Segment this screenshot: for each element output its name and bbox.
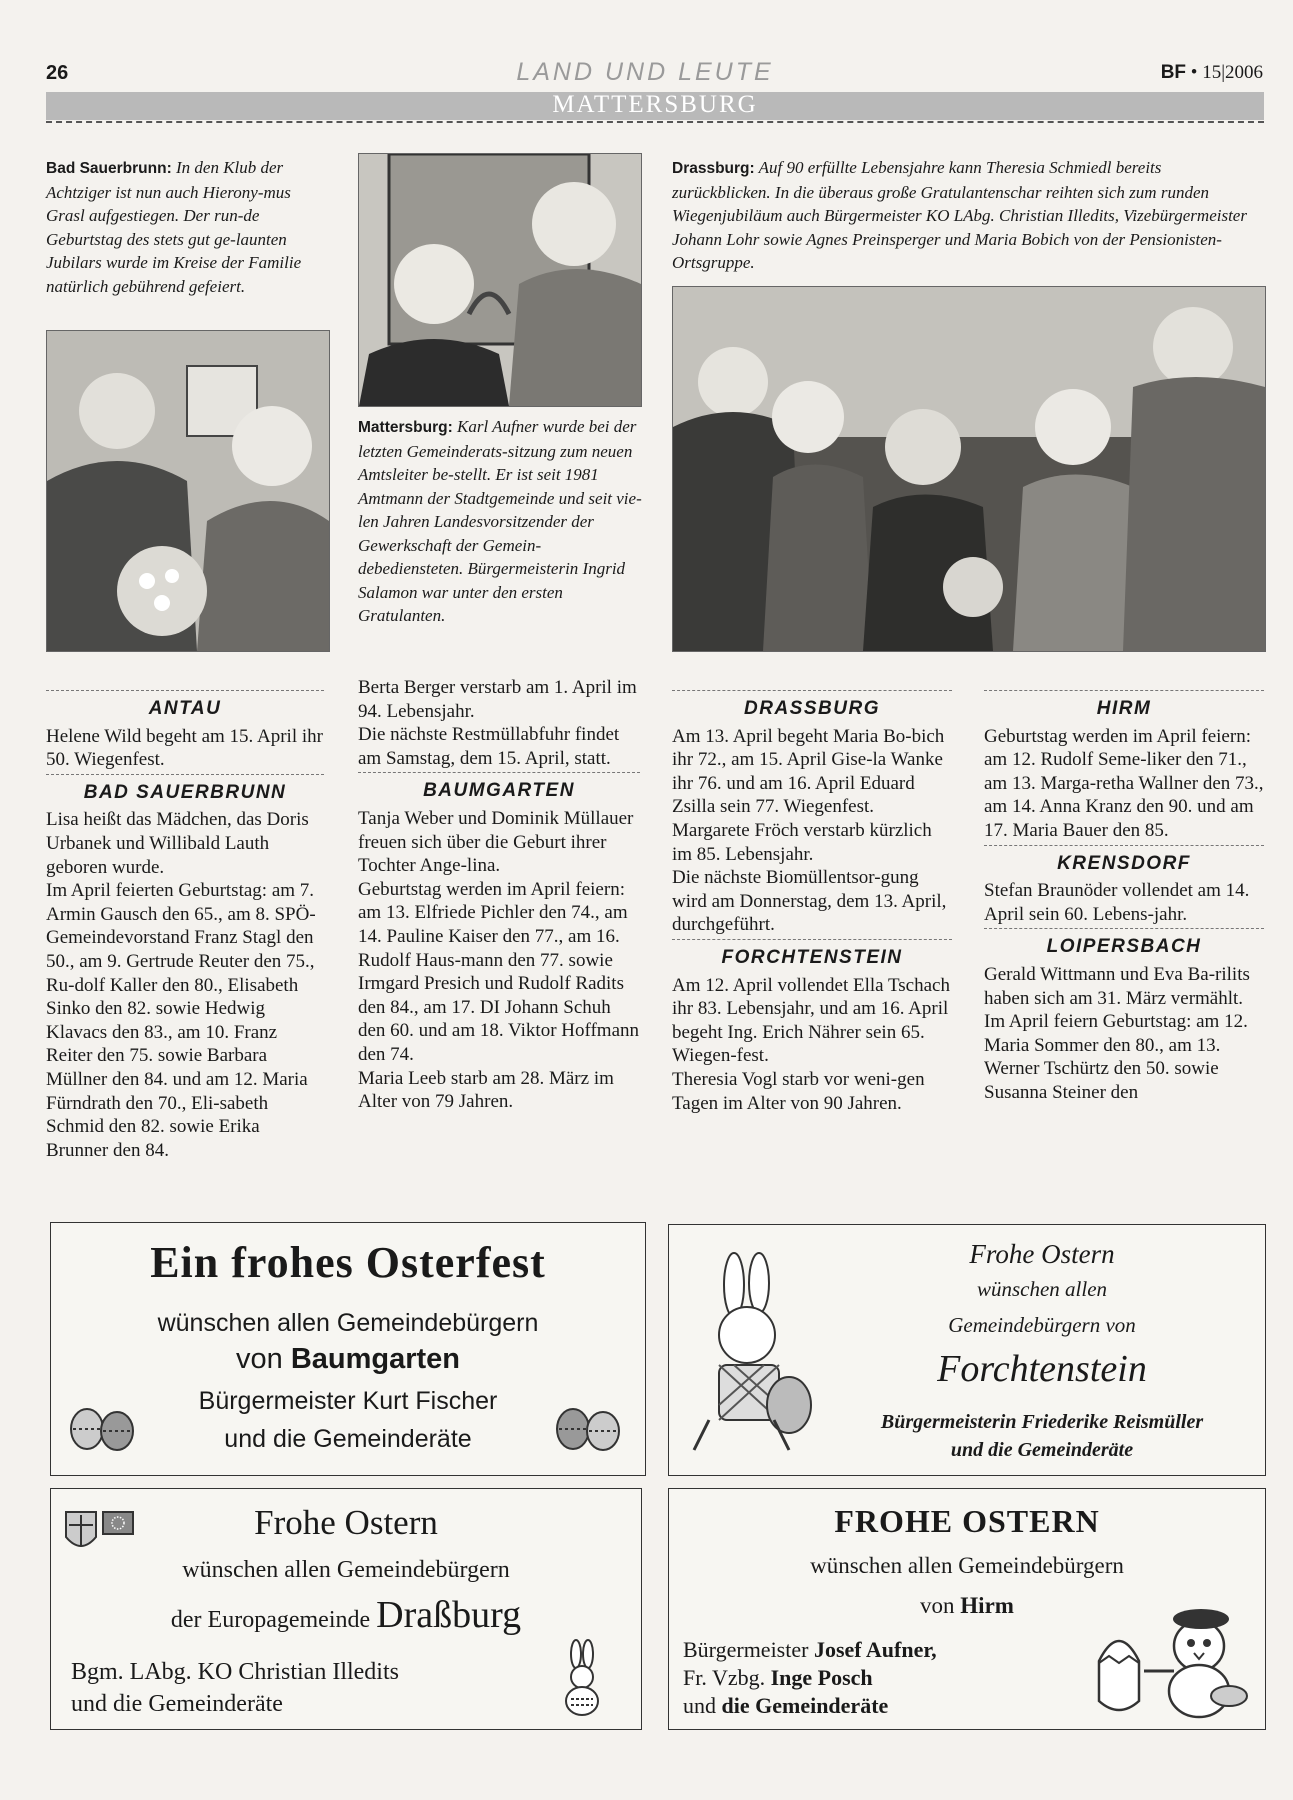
ad-line4: und die Gemeinderäte [224,1425,472,1453]
column-1 [46,688,324,1162]
header-divider [46,121,1264,123]
ad-hirm [668,1488,1266,1730]
ad-name: Forchtenstein [937,1348,1147,1390]
ad-line4: und die Gemeinderäte [71,1691,283,1717]
issue-info [1161,62,1263,84]
heading-loipersbach: LOIPERSBACH [984,928,1264,959]
ad-line2-pre: von [235,1343,283,1375]
ad-forchtenstein [668,1224,1266,1476]
drassburg-waste: Die nächste Biomüllentsor-gung wird am Donnerstag, dem 13. April, durchgeführt. [672,867,947,936]
photo-illustration [359,154,641,406]
column-2 [358,676,640,1114]
heading-drassburg: DRASSBURG [672,690,952,721]
photo-mattersburg [358,153,642,407]
ad-line3: Bürgermeister Kurt Fischer [198,1387,498,1415]
bullet: • [1190,62,1198,83]
caption-mattersburg [358,415,642,628]
ad-line3-pre: Bürgermeister [683,1637,809,1662]
heading-antau: ANTAU [46,690,324,721]
ad-line1: wünschen allen Gemeindebürgern [157,1309,539,1337]
col2-waste: Die nächste Restmüllabfuhr findet am Samstag, dem 15. April, statt. [358,724,620,769]
ad-line3: Bürgermeisterin Friederike Reismüller [880,1411,1204,1433]
easter-eggs-icon [65,1401,145,1451]
ad-line4-name: Inge Posch [770,1665,873,1690]
easter-eggs-icon [551,1401,631,1451]
photo-drassburg [672,286,1266,652]
ad-line3: Bgm. LAbg. KO Christian Illedits [71,1659,399,1685]
antau-text: Helene Wild begeht am 15. April ihr 50. Wiegenfest. [46,725,323,771]
chick-painting-egg-icon [1079,1601,1254,1721]
bad-sauerbrunn-birthdays: Im April feierten Geburtstag: am 7. Armin Gausch den 65., am 8. SPÖ-Gemeindevorstand Franz Stagl den 50., am 9. Gertrude Reuter den 75., Ru-dolf Kaller den 80., Elisabeth Sinko den 82. sowie Hedwig Klavacs den 83., am 10. Franz Reiter den 75. sowie Barbara Müllner den 84. und am 12. Maria Fürndrath den 70., Eli-sabeth Schmid den 82. sowie Erika Brunner den 84. [46,880,316,1161]
bunny-icon [541,1639,621,1719]
photo-illustration [673,287,1265,651]
ad-title: Frohe Ostern [969,1239,1115,1269]
forchtenstein-death: Theresia Vogl starb vor weni-gen Tagen im Alter von 90 Jahren. [672,1068,925,1114]
caption-place: Drassburg: [672,160,755,177]
ad-line2 [51,1343,645,1376]
ad-line1: wünschen allen [976,1277,1108,1301]
ad-line3-name: Josef Aufner, [813,1637,937,1662]
column-4 [984,688,1264,1105]
bad-sauerbrunn-birth: Lisa heißt das Mädchen, das Doris Urbanek und Willibald Lauth geboren wurde. [46,809,309,878]
col2-death: Berta Berger verstarb am 1. April im 94. Lebensjahr. [358,677,637,722]
heading-baumgarten: BAUMGARTEN [358,772,640,803]
easter-bunny-icon [679,1245,819,1460]
ad-line5-pre: und [683,1693,716,1718]
heading-bad-sauerbrunn: BAD SAUERBRUNN [46,774,324,805]
ad-line4: und die Gemeinderäte [950,1439,1134,1461]
caption-place: Bad Sauerbrunn: [46,160,172,177]
ad-title: FROHE OSTERN [834,1503,1100,1539]
ad-line4-pre: Fr. Vzbg. [683,1665,766,1690]
caption-text: Karl Aufner wurde bei der letzten Gemeinderats-sitzung zum neuen Amtsleiter be-stellt. Er ist seit 1981 Amtmann der Stadtgemeinde und seit vie-len Jahren Landesvorsitzender der Gewerkschaft der Gemein-debediensteten. Bürgermeisterin Ingrid Salamon war unter den ersten Gratulanten. [358,417,642,625]
heading-forchtenstein: FORCHTENSTEIN [672,939,952,970]
ad-line2-name: Hirm [960,1593,1014,1618]
heading-krensdorf: KRENSDORF [984,845,1264,876]
ad-line2-pre: von [920,1593,955,1618]
caption-drassburg [672,156,1264,275]
column-3 [672,688,952,1115]
issue-number: 15|2006 [1202,62,1263,83]
caption-text: Auf 90 erfüllte Lebensjahre kann Theresia Schmiedl bereits zurückblicken. In die überaus große Gratulantenschar reihten sich zum runden Wiegenjubiläum auch Bürgermeister KO LAbg. Christian Illedits, Vizebürgermeister Johann Lohr sowie Agnes Preinsperger und Maria Bobich von der Pensionisten-Ortsgruppe. [672,158,1247,272]
section-title: LAND UND LEUTE [516,58,774,86]
ad-title: Ein frohes Osterfest [150,1238,546,1287]
photo-bad-sauerbrunn [46,330,330,652]
ad-line2-name: Baumgarten [290,1343,461,1375]
loipersbach-wedding: Gerald Wittmann und Eva Ba-rilits haben sich am 31. März vermählt. [984,963,1250,1009]
publication-name: BF [1160,62,1187,83]
caption-place: Mattersburg: [358,419,453,436]
drassburg-birthdays: Am 13. April begeht Maria Bo-bich ihr 72., am 15. April Gise-la Wanke ihr 76. und am 16. April Eduard Zsilla sein 77. Wiegenfest. [672,725,945,818]
hirm-birthdays: Geburtstag werden im April feiern: am 12. Rudolf Seme-liker den 71., am 13. Marga-retha Wallner den 73., am 14. Anna Kranz den 90. und am 17. Maria Bauer den 85. [984,725,1264,841]
ad-line2: Gemeindebürgern von [948,1313,1136,1337]
region-title: MATTERSBURG [552,91,758,118]
ad-line5-name: die Gemeinderäte [721,1693,889,1718]
ad-line1: wünschen allen Gemeindebürgern [182,1557,510,1583]
ad-line5 [683,1693,888,1719]
heading-hirm: HIRM [984,690,1264,721]
ad-drassburg [50,1488,642,1730]
drassburg-death: Margarete Fröch verstarb kürzlich im 85. Lebensjahr. [672,819,932,865]
ad-line4 [683,1665,873,1691]
baumgarten-death: Maria Leeb starb am 28. März im Alter von 79 Jahren. [358,1067,614,1113]
page-number: 26 [46,62,69,84]
loipersbach-birthdays: Im April feiern Geburtstag: am 12. Maria Sommer den 80., am 13. Werner Tschürtz den 50. sowie Susanna Steiner den [984,1011,1248,1103]
ad-baumgarten [50,1222,646,1476]
ad-line2 [51,1593,641,1637]
caption-bad-sauerbrunn [46,156,326,298]
photo-illustration [47,331,329,651]
ad-line1: wünschen allen Gemeindebürgern [810,1553,1124,1578]
ad-line2-pre: der Europagemeinde [170,1607,371,1633]
ad-line2-name: Draßburg [376,1594,522,1636]
baumgarten-birth: Tanja Weber und Dominik Müllauer freuen sich über die Geburt ihrer Tochter Ange-lina. [358,807,634,877]
ad-line3 [683,1637,937,1663]
baumgarten-birthdays: Geburtstag werden im April feiern: am 13. Elfriede Pichler den 74., am 14. Pauline Kaiser den 77., am 16. Rudolf Haus-mann den 77. sowie Irmgard Presich und Rudolf Radits den 84., am 17. DI Johann Schuh den 60. und am 18. Viktor Hoffmann den 74. [358,878,640,1065]
forchtenstein-birthdays: Am 12. April vollendet Ella Tschach ihr 83. Lebensjahr, und am 16. April begeht Ing. Erich Nährer sein 65. Wiegen-fest. [672,974,950,1067]
caption-text: In den Klub der Achtziger ist nun auch Hierony-mus Grasl aufgestiegen. Der run-de Geburtstag des stets gut ge-launten Jubilars wurde im Kreise der Familie natürlich gebührend gefeiert. [46,158,302,296]
ad-title: Frohe Ostern [254,1503,438,1542]
krensdorf-text: Stefan Braunöder vollendet am 14. April sein 60. Lebens-jahr. [984,880,1250,925]
